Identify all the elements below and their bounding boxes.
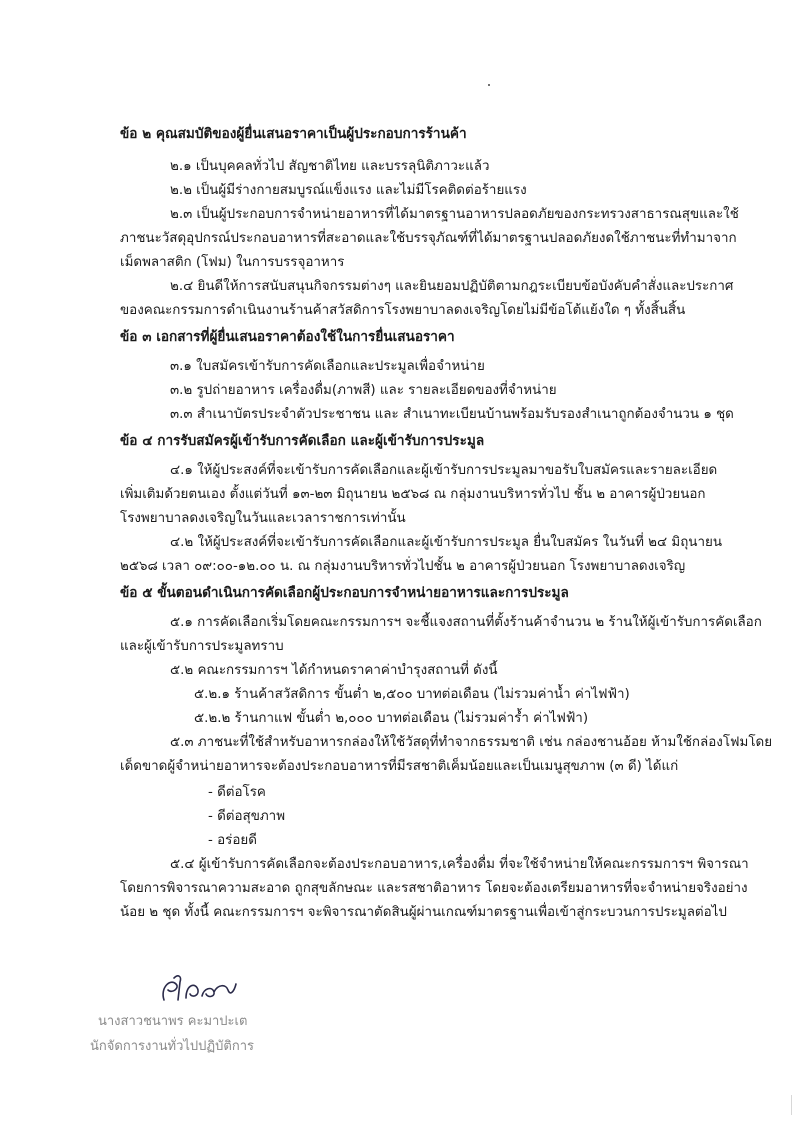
clause-2-4: ๒.๔ ยินดีให้การสนับสนุนกิจกรรมต่างๆ และยินยอมปฏิบัติตามกฎระเบียบข้อบังคับคำสั่งและประกาศ [170,279,734,294]
section-2-heading: ข้อ ๒ คุณสมบัติของผู้ยื่นเสนอราคาเป็นผู้ประกอบการร้านค้า [120,126,467,142]
clause-2-2: ๒.๒ เป็นผู้มีร่างกายสมบูรณ์แข็งแรง และไม่มีโรคติดต่อร้ายแรง [170,183,527,198]
bullet-good-for-health: - ดีต่อสุขภาพ [208,809,286,824]
clause-2-3-cont-2: เม็ดพลาสติก (โฟม) ในการบรรจุอาหาร [120,255,345,270]
clause-4-1-cont-2: โรงพยาบาลดงเจริญในวันและเวลาราชการเท่านั้น [120,511,406,526]
section-3-heading: ข้อ ๓ เอกสารที่ผู้ยื่นเสนอราคาต้องใช้ในการยื่นเสนอราคา [120,329,455,345]
signatory-position: นักจัดการงานทั่วไปปฏิบัติการ [90,1039,254,1054]
clause-5-2: ๕.๒ คณะกรรมการฯ ได้กำหนดราคาค่าบำรุงสถานที่ ดังนี้ [170,663,498,678]
clause-3-2: ๓.๒ รูปถ่ายอาหาร เครื่องดื่ม(ภาพสี) และ รายละเอียดของที่จำหน่าย [170,383,557,398]
clause-5-3-cont: เด็ดขาดผู้จำหน่ายอาหารจะต้องประกอบอาหารที่มีรสชาติเค็มน้อยและเป็นเมนูสุขภาพ (๓ ดี) ได้แก่ [120,759,679,774]
clause-5-3: ๕.๓ ภาชนะที่ใช้สำหรับอาหารกล่องให้ใช้วัสดุที่ทำจากธรรมชาติ เช่น กล่องชานอ้อย ห้ามใช้กล่องโฟมโดย [170,735,773,750]
clause-5-4: ๕.๔ ผู้เข้ารับการคัดเลือกจะต้องประกอบอาหาร,เครื่องดื่ม ที่จะใช้จำหน่ายให้คณะกรรมการฯ พิจารณา [170,857,749,872]
clause-3-3: ๓.๓ สำเนาบัตรประจำตัวประชาชน และ สำเนาทะเบียนบ้านพร้อมรับรองสำเนาถูกต้องจำนวน ๑ ชุด [170,407,734,422]
section-5-heading: ข้อ ๕ ขั้นตอนดำเนินการคัดเลือกผู้ประกอบการจำหน่ายอาหารและการประมูล [120,585,569,601]
bullet-good-for-disease: - ดีต่อโรค [208,785,266,800]
clause-5-2-2: ๕.๒.๒ ร้านกาแฟ ขั้นต่ำ ๒,๐๐๐ บาทต่อเดือน (ไม่รวมค่าร้ำ ค่าไฟฟ้า) [194,711,589,726]
clause-5-1: ๕.๑ การคัดเลือกเริ่มโดยคณะกรรมการฯ จะชี้แจงสถานที่ตั้งร้านค้าจำนวน ๒ ร้านให้ผู้เข้ารับการคัดเลือก [170,615,762,630]
section-4-heading: ข้อ ๔ การรับสมัครผู้เข้ารับการคัดเลือก และผู้เข้ารับการประมูล [120,433,485,449]
signatory-name: นางสาวชนาพร คะมาปะเต [98,1014,248,1029]
clause-4-2-cont: ๒๕๖๘ เวลา ๐๙:๐๐-๑๒.๐๐ น. ณ กลุ่มงานบริหารทั่วไปชั้น ๒ อาคารผู้ป่วยนอก โรงพยาบาลดงเจริญ [120,559,686,574]
clause-5-1-cont: และผู้เข้ารับการประมูลทราบ [120,639,284,654]
clause-2-1: ๒.๑ เป็นบุคคลทั่วไป สัญชาติไทย และบรรลุนิติภาวะแล้ว [170,159,490,174]
clause-5-2-1: ๕.๒.๑ ร้านค้าสวัสดิการ ขั้นต่ำ ๒,๕๐๐ บาทต่อเดือน (ไม่รวมค่าน้ำ ค่าไฟฟ้า) [194,687,630,702]
clause-2-3: ๒.๓ เป็นผู้ประกอบการจำหน่ายอาหารที่ได้มาตรฐานอาหารปลอดภัยของกระทรวงสาธารณสุขและใช้ [170,207,739,222]
scan-edge-mark [791,1095,792,1115]
handwritten-signature [156,970,246,1008]
clause-2-4-cont: ของคณะกรรมการดำเนินงานร้านค้าสวัสดิการโรงพยาบาลดงเจริญโดยไม่มีข้อโต้แย้งใด ๆ ทั้งสิ้นสิ้น [120,303,686,318]
clause-4-2: ๔.๒ ให้ผู้ประสงค์ที่จะเข้ารับการคัดเลือกและผู้เข้ารับการประมูล ยื่นใบสมัคร ในวันที่ ๒๔ มิถุนายน [170,535,722,550]
bullet-delicious: - อร่อยดี [208,833,257,848]
clause-4-1-cont-1: เพิ่มเติมด้วยตนเอง ตั้งแต่วันที่ ๑๓-๒๓ มิถุนายน ๒๕๖๘ ณ กลุ่มงานบริหารทั่วไป ชั้น ๒ อาคารผู้ป่วยนอก [120,487,706,502]
clause-4-1: ๔.๑ ให้ผู้ประสงค์ที่จะเข้ารับการคัดเลือกและผู้เข้ารับการประมูลมาขอรับใบสมัครและรายละเอียด [170,463,718,478]
clause-3-1: ๓.๑ ใบสมัครเข้ารับการคัดเลือกและประมูลเพื่อจำหน่าย [170,359,485,374]
scan-dot [488,84,490,86]
clause-5-4-cont-2: น้อย ๒ ชุด ทั้งนี้ คณะกรรมการฯ จะพิจารณาตัดสินผู้ผ่านเกณฑ์มาตรฐานเพื่อเข้าสู่กระบวนการประมูลต่อไป [120,905,727,920]
clause-5-4-cont-1: โดยการพิจารณาความสะอาด ถูกสุขลักษณะ และรสชาติอาหาร โดยจะต้องเตรียมอาหารที่จะจำหน่ายจริงอย่าง [120,881,748,896]
clause-2-3-cont-1: ภาชนะวัสดุอุปกรณ์ประกอบอาหารที่สะอาดและใช้บรรจุภัณฑ์ที่ได้มาตรฐานปลอดภัยงดใช้ภาชนะที่ทำมาจาก [120,231,737,246]
